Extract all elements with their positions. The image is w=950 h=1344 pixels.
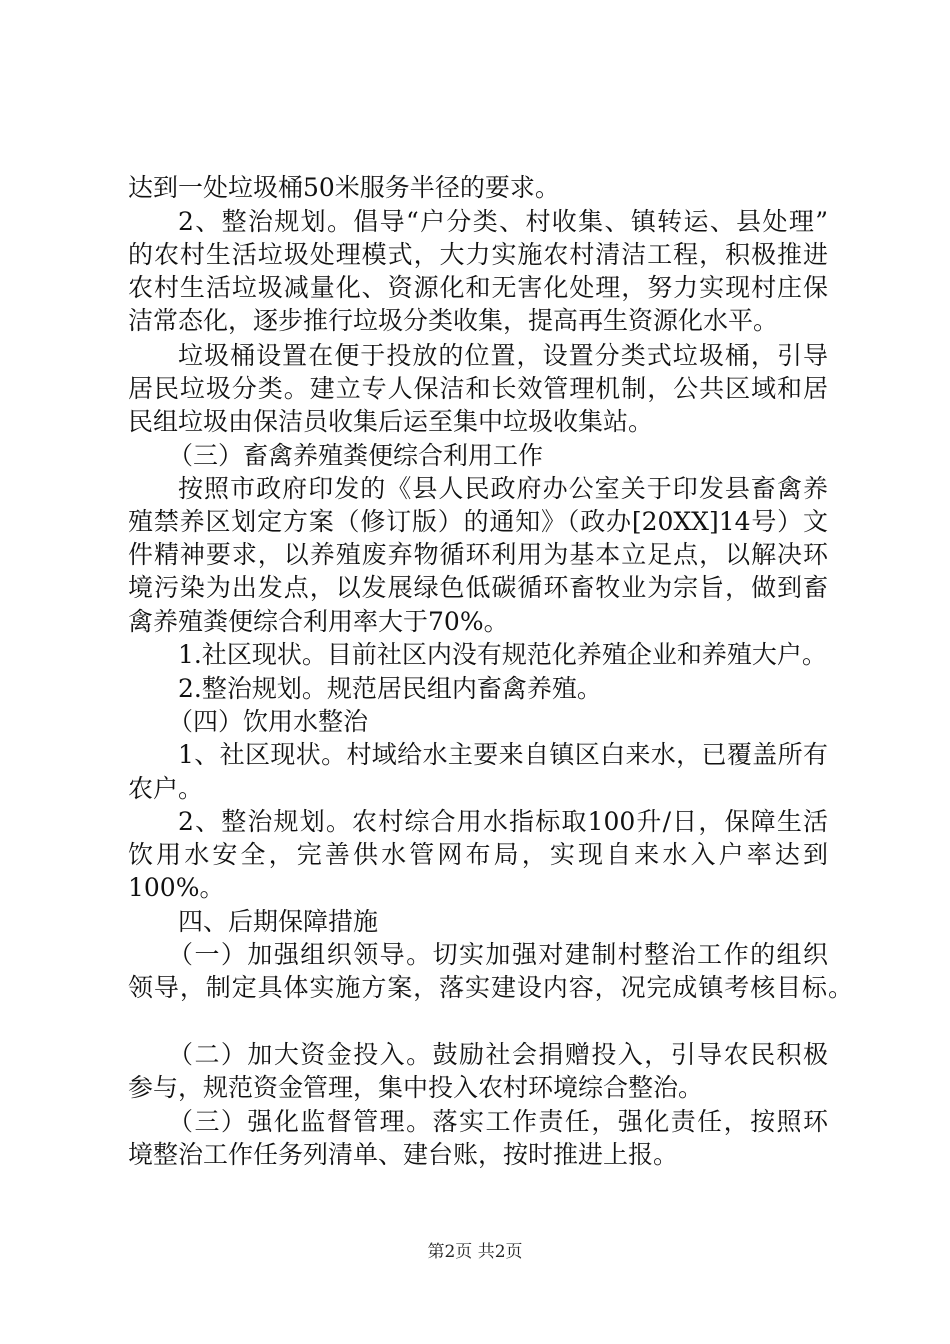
text-line: 100%。	[128, 873, 225, 902]
text-line: 农村生活垃圾减量化、资源化和无害化处理，努力实现村庄保	[128, 273, 828, 302]
text-line: 2、整治规划。农村综合用水指标取100升/日，保障生活	[178, 807, 828, 836]
text-line: 洁常态化，逐步推行垃圾分类收集，提高再生资源化水平。	[128, 306, 779, 335]
text-line: 的农村生活垃圾处理模式，大力实施农村清洁工程，积极推进	[128, 240, 828, 269]
page-number-footer: 第2页 共2页	[427, 1242, 523, 1262]
text-line: 达到一处垃圾桶50米服务半径的要求。	[128, 173, 560, 202]
text-line: 2、整治规划。倡导“户分类、村收集、镇转运、县处理”	[178, 207, 828, 236]
text-line: 境污染为出发点，以发展绿色低碳循环畜牧业为宗旨，做到畜	[128, 573, 828, 602]
text-line: 农户。	[128, 774, 204, 803]
text-line: 1、社区现状。村域给水主要来自镇区白来水，已覆盖所有	[178, 740, 828, 769]
text-line: 禽养殖粪便综合利用率大于70%。	[128, 607, 509, 636]
section-heading: 四、后期保障措施	[178, 907, 379, 936]
text-line: 殖禁养区划定方案（修订版）的通知》（政办[20XX]14号）文	[128, 507, 828, 536]
text-line: 2.整治规划。规范居民组内畜禽养殖。	[178, 674, 602, 703]
text-line: 饮用水安全，完善供水管网布局，实现自来水入户率达到	[128, 840, 828, 869]
text-line: 参与，规范资金管理，集中投入农村环境综合整治。	[128, 1073, 704, 1102]
text-line: （三）强化监督管理。落实工作责任，强化责任，按照环	[168, 1107, 828, 1136]
text-line: 民组垃圾由保洁员收集后运至集中垃圾收集站。	[128, 407, 654, 436]
text-line: 1.社区现状。目前社区内没有规范化养殖企业和养殖大户。	[178, 640, 827, 669]
section-heading: （三）畜禽养殖粪便综合利用工作	[168, 441, 544, 470]
text-line: 领导，制定具体实施方案，落实建设内容，况完成镇考核目标。	[128, 973, 853, 1002]
text-line: 按照市政府印发的《县人民政府办公室关于印发县畜禽养	[178, 474, 828, 503]
text-line: 垃圾桶设置在便于投放的位置，设置分类式垃圾桶，引导	[178, 341, 828, 370]
text-line: （一）加强组织领导。切实加强对建制村整治工作的组织	[168, 940, 828, 969]
text-line: （二）加大资金投入。鼓励社会捐赠投入，引导农民积极	[168, 1040, 828, 1069]
section-heading: （四）饮用水整治	[168, 707, 369, 736]
text-line: 境整治工作任务列清单、建台账，按时推进上报。	[128, 1140, 679, 1169]
text-line: 件精神要求，以养殖废弃物循环利用为基本立足点，以解决环	[128, 540, 828, 569]
text-line: 居民垃圾分类。建立专人保洁和长效管理机制，公共区域和居	[128, 374, 828, 403]
